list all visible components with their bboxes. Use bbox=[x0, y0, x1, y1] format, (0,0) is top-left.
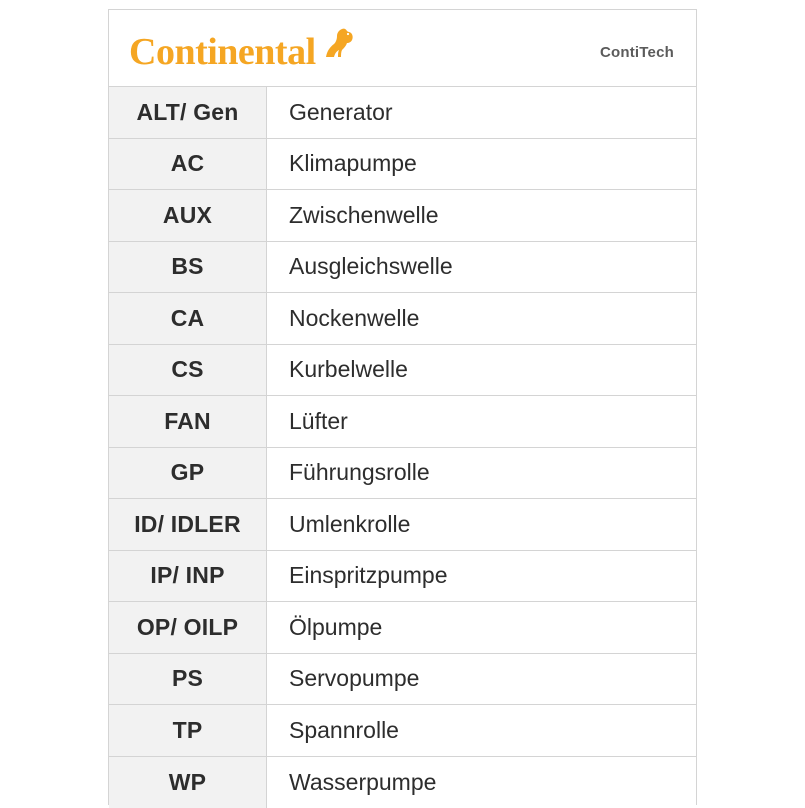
table-row bbox=[109, 242, 696, 294]
table-row bbox=[109, 87, 696, 139]
row-code: AC bbox=[109, 139, 267, 190]
abbreviation-table bbox=[109, 87, 696, 808]
table-row bbox=[109, 396, 696, 448]
row-description: Einspritzpumpe bbox=[267, 551, 696, 602]
row-code: ALT/ Gen bbox=[109, 87, 267, 138]
row-code: OP/ OILP bbox=[109, 602, 267, 653]
row-code: GP bbox=[109, 448, 267, 499]
row-code: ID/ IDLER bbox=[109, 499, 267, 550]
row-description: Klimapumpe bbox=[267, 139, 696, 190]
row-code: FAN bbox=[109, 396, 267, 447]
brand-header bbox=[109, 10, 696, 87]
table-row bbox=[109, 190, 696, 242]
contitech-wordmark: ContiTech bbox=[600, 44, 674, 61]
row-description: Zwischenwelle bbox=[267, 190, 696, 241]
row-description: Lüfter bbox=[267, 396, 696, 447]
horse-logo-icon bbox=[319, 24, 359, 69]
table-row bbox=[109, 345, 696, 397]
row-description: Ölpumpe bbox=[267, 602, 696, 653]
row-description: Wasserpumpe bbox=[267, 757, 696, 808]
row-code: AUX bbox=[109, 190, 267, 241]
row-code: BS bbox=[109, 242, 267, 293]
row-description: Servopumpe bbox=[267, 654, 696, 705]
table-row bbox=[109, 293, 696, 345]
legend-sheet bbox=[108, 9, 697, 805]
table-row bbox=[109, 757, 696, 808]
row-code: TP bbox=[109, 705, 267, 756]
row-description: Führungsrolle bbox=[267, 448, 696, 499]
table-row bbox=[109, 448, 696, 500]
row-description: Umlenkrolle bbox=[267, 499, 696, 550]
row-code: CS bbox=[109, 345, 267, 396]
brand-wordmark: Continental bbox=[129, 32, 316, 72]
row-description: Generator bbox=[267, 87, 696, 138]
table-row bbox=[109, 551, 696, 603]
table-row bbox=[109, 705, 696, 757]
row-code: PS bbox=[109, 654, 267, 705]
row-code: IP/ INP bbox=[109, 551, 267, 602]
continental-logo bbox=[129, 24, 359, 72]
table-row bbox=[109, 654, 696, 706]
row-description: Nockenwelle bbox=[267, 293, 696, 344]
row-description: Spannrolle bbox=[267, 705, 696, 756]
table-row bbox=[109, 499, 696, 551]
row-description: Ausgleichswelle bbox=[267, 242, 696, 293]
row-description: Kurbelwelle bbox=[267, 345, 696, 396]
table-row bbox=[109, 139, 696, 191]
row-code: WP bbox=[109, 757, 267, 808]
row-code: CA bbox=[109, 293, 267, 344]
table-row bbox=[109, 602, 696, 654]
